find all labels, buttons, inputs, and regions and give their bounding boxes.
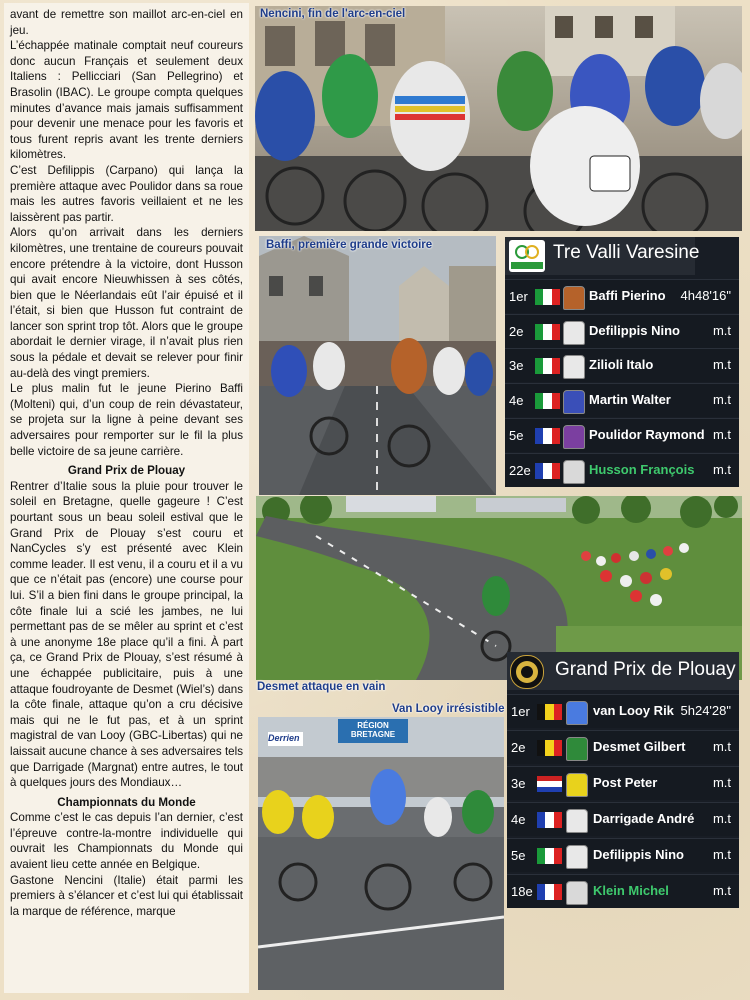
rider-time: m.t xyxy=(712,739,731,754)
flag-it-icon xyxy=(535,393,560,409)
race-logo-icon xyxy=(510,655,544,689)
team-jersey-icon xyxy=(566,701,588,725)
rank-label: 4e xyxy=(509,393,524,409)
rider-name: Poulidor Raymond xyxy=(589,426,705,442)
rider-time: m.t xyxy=(712,357,731,373)
flag-fr-icon xyxy=(537,884,562,900)
results-row xyxy=(507,730,739,764)
team-jersey-icon xyxy=(563,425,585,449)
rank-label: 5e xyxy=(509,427,524,443)
results-row xyxy=(505,418,739,452)
photo-van-looy xyxy=(258,717,504,990)
rider-time: m.t xyxy=(712,883,731,898)
rider-name: Post Peter xyxy=(593,775,658,790)
article-paragraph: L’échappée matinale comptait neuf coureurs donc aucun Français et seulement deux Italiens : Pellicciari (San Pellegrino) et Brasolin (IBAC). Le groupe compta quelques minutes d’avance mais jamais suffisamment pour devenir une menace pour les favoris et tous furent repris avant les trente derniers kilomètres. xyxy=(10,39,243,162)
caption-nencini: Nencini, fin de l'arc-en-ciel xyxy=(260,8,406,20)
rank-label: 1er xyxy=(509,289,528,304)
rider-name: Husson François xyxy=(589,461,695,477)
rider-name: Baffi Pierino xyxy=(589,288,666,303)
rider-name: Zilioli Italo xyxy=(589,357,654,373)
rider-time: m.t xyxy=(712,775,731,790)
flag-it-icon xyxy=(535,324,560,340)
flag-it-icon xyxy=(537,848,562,864)
team-jersey-icon xyxy=(566,737,588,761)
team-jersey-icon xyxy=(566,773,588,797)
panel-header xyxy=(505,237,700,275)
results-row xyxy=(507,766,739,800)
rider-name: Defilippis Nino xyxy=(589,322,680,338)
rider-time: m.t xyxy=(712,392,731,408)
results-row xyxy=(507,874,739,908)
rider-time: m.t xyxy=(712,847,731,862)
rank-label: 3e xyxy=(509,358,524,374)
rider-time: 5h24'28" xyxy=(680,703,731,718)
photo-nencini xyxy=(255,6,742,231)
rider-time: 4h48'16" xyxy=(680,288,731,303)
rank-label: 2e xyxy=(511,740,526,755)
results-row xyxy=(505,348,739,382)
article-paragraph: C’est Defilippis (Carpano) qui lança la première attaque avec Poulidor dans sa roue mais les autres favoris veillaient et ne les laissèrent pas partir. xyxy=(10,163,243,224)
rank-label: 3e xyxy=(511,776,526,791)
section-title-worlds: Championnats du Monde xyxy=(57,795,196,809)
team-jersey-icon xyxy=(566,881,588,905)
article-paragraph: Comme c’est le cas depuis l’an dernier, c’est l’épreuve contre-la-montre individuelle qui ouvrait les Championnats du Monde qui avaient lieu cette année en Belgique. xyxy=(10,811,243,872)
rider-time: m.t xyxy=(712,426,731,442)
caption-baffi: Baffi, première grande victoire xyxy=(266,239,433,251)
results-row xyxy=(505,314,739,348)
flag-fr-icon xyxy=(535,428,560,444)
caption-van-looy: Van Looy irrésistible xyxy=(392,703,505,715)
banner-derrien: Derrien xyxy=(268,733,300,743)
photo-baffi xyxy=(259,236,496,495)
rider-name: Darrigade André xyxy=(593,811,695,826)
team-jersey-icon xyxy=(563,460,585,484)
results-row xyxy=(507,838,739,872)
flag-be-icon xyxy=(537,740,562,756)
rider-name: Martin Walter xyxy=(589,392,671,408)
flag-nl-icon xyxy=(537,776,562,792)
rank-label: 1er xyxy=(511,704,530,719)
banner-region-bretagne: RÉGION BRETAGNE xyxy=(350,721,396,739)
rider-time: m.t xyxy=(712,811,731,826)
team-jersey-icon xyxy=(563,321,585,345)
rank-label: 5e xyxy=(511,848,526,863)
team-jersey-icon xyxy=(563,390,585,414)
article-column xyxy=(4,3,249,993)
flag-fr-icon xyxy=(537,812,562,828)
flag-fr-icon xyxy=(535,463,560,479)
rider-time: m.t xyxy=(712,461,731,477)
flag-it-icon xyxy=(535,289,560,305)
results-row xyxy=(505,383,739,417)
team-jersey-icon xyxy=(563,286,585,310)
panel-title: Tre Valli Varesine xyxy=(553,242,700,263)
race-logo-icon xyxy=(509,240,545,272)
rank-label: 2e xyxy=(509,323,524,339)
team-jersey-icon xyxy=(566,845,588,869)
rider-name: van Looy Rik xyxy=(593,703,674,718)
rider-name: Defilippis Nino xyxy=(593,847,684,862)
caption-desmet: Desmet attaque en vain xyxy=(257,681,386,693)
section-title-plouay: Grand Prix de Plouay xyxy=(67,464,186,478)
article-paragraph: Alors qu’on arrivait dans les derniers kilomètres, une trentaine de coureurs pouvait encore prétendre à la victoire, dont Husson qui avait encore Nieuwhissen à ses côtés, bien que le Néerlandais eût l’air épuisé et il l’était, si bien que Husson fut contraint de lancer son sprint trop tôt. Alors que le groupe abordait le dernier virage, il n’avait plus rien sous la pédale et devait se relever pour finir au-delà des vingt premiers. xyxy=(10,226,243,380)
flag-it-icon xyxy=(535,358,560,374)
article-paragraph: Le plus malin fut le jeune Pierino Baffi (Molteni) qui, d’un coup de rein dévastateur, se projeta sur la ligne à peine devant ses adversaires pour remporter sur le fil la plus belle victoire de sa jeune carrière. xyxy=(10,382,243,458)
article-paragraph: Gastone Nencini (Italie) était parmi les premiers à s’élancer et c’est lui qui établissait la marque de référence, marque xyxy=(10,873,243,918)
article-paragraph: avant de remettre son maillot arc-en-ciel en jeu. xyxy=(10,8,243,37)
team-jersey-icon xyxy=(566,809,588,833)
rank-label: 4e xyxy=(511,812,526,827)
rank-label: 18e xyxy=(511,884,533,899)
results-panel-plouay xyxy=(507,652,739,904)
rider-name: Klein Michel xyxy=(593,883,669,898)
results-panel-tre-valli xyxy=(505,237,739,484)
team-jersey-icon xyxy=(563,355,585,379)
panel-title: Grand Prix de Plouay xyxy=(555,659,736,680)
rank-label: 22e xyxy=(509,462,531,478)
results-row xyxy=(507,694,739,728)
rider-name: Desmet Gilbert xyxy=(593,739,686,754)
rider-time: m.t xyxy=(712,322,731,338)
panel-header xyxy=(507,652,739,690)
results-row xyxy=(505,453,739,487)
flag-be-icon xyxy=(537,704,562,720)
results-row xyxy=(507,802,739,836)
results-row xyxy=(505,279,739,313)
article-paragraph: Rentrer d’Italie sous la pluie pour trouver le soleil en Bretagne, quelle gageure ! C’est pourtant sous un beau soleil estival que le Grand Prix de Plouay s’est couru et NanCycles s’y est présenté avec Klein comme leader. Il est venu, il a couru et il a vu que ce n’était pas (encore) une course pour lui. S’il a bien fini dans le groupe principal, la côte finale lui a scié les jambes, ne lui permettant pas de se mêler au sprint et c’est à une anonyme 18e place qu’il a fini. À part ça, ce Grand Prix de Plouay, s’est résumé à une échappée publicitaire, puis à une attaque foudroyante de Desmet (Wiel’s) dans la côte finale, attaque qu’on a cru décisive mais qui ne le fut pas, et à un sprint magistral de van Looy (GBC-Libertas) qui ne laissait aucune chance à ses adversaires tels que Darrigade (Margnat) entre autres, le tout à quelques jours des Mondiaux… xyxy=(10,479,243,790)
